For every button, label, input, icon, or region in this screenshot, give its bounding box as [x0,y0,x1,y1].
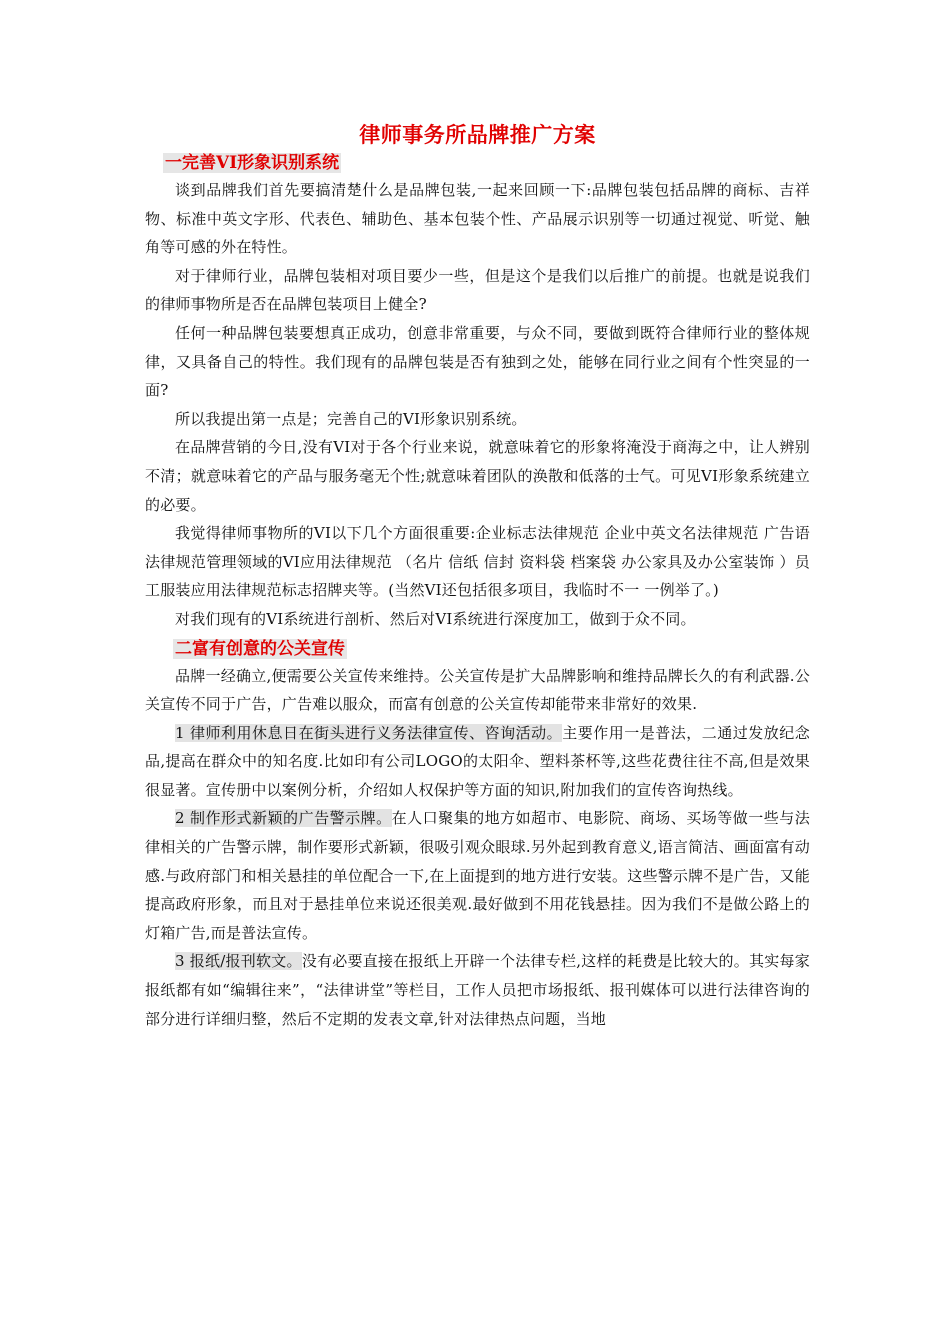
list-item-lead: 3 报纸/报刊软文。 [175,952,302,971]
section-heading-vi-text: 一完善VI形象识别系统 [165,153,340,173]
list-item [145,804,810,947]
paragraph: 对于律师行业，品牌包装相对项目要少一些，但是这个是我们以后推广的前提。也就是说我们的律师事物所是否在品牌包装项目上健全? [145,266,810,314]
section-heading-pr-text: 二富有创意的公关宣传 [175,638,345,659]
paragraph: 所以我提出第一点是；完善自己的VI形象识别系统。 [175,409,527,428]
paragraph: 品牌一经确立,便需要公关宣传来维持。公关宣传是扩大品牌影响和维持品牌长久的有利武器.公关宣传不同于广告，广告难以服众，而富有创意的公关宣传却能带来非常好的效果. [145,666,810,714]
list-item [145,719,810,805]
document-body [145,118,810,1033]
paragraph: 我觉得律师事物所的VI以下几个方面很重要:企业标志法律规范 企业中英文名法律规范 广告语法律规范管理领域的VI应用法律规范 （名片 信纸 信封 资料袋 档案袋 办公家具及办公室装饰 ）员工服装应用法律规范标志招牌夹等。(当然VI还包括很多项目，我临时不一 一例举了。) [145,524,810,600]
list-item-body: 在人口聚集的地方如超市、电影院、商场、买场等做一些与法律相关的广告警示牌，制作要形式新颖，很吸引观众眼球.另外起到教育意义,语言简洁、画面富有动感.与政府部门和相关悬挂的单位配合一下,在上面提到的地方进行安装。这些警示牌不是广告，又能提高政府形象，而且对于悬挂单位来说还很美观.最好做到不用花钱悬挂。因为我们不是做公路上的灯箱广告,而是普法宣传。 [145,809,810,942]
document-title: 律师事务所品牌推广方案 [359,122,596,147]
list-item [145,947,810,1033]
list-item-lead: 2 制作形式新颖的广告警示牌。 [175,809,392,828]
list-item-lead: 1 律师利用休息日在街头进行义务法律宣传、咨询活动。 [175,723,563,742]
list-item-body: 主要作用一是普法，二通过发放纪念品,提高在群众中的知名度.比如印有公司LOGO的太阳伞、塑料茶杯等,这些花费往往不高,但是效果很显著。宣传册中以案例分析，介绍如人权保护等方面的知识,附加我们的宣传咨询热线。 [145,723,811,799]
paragraph: 任何一种品牌包装要想真正成功，创意非常重要，与众不同，要做到既符合律师行业的整体规律，又具备自己的特性。我们现有的品牌包装是否有独到之处，能够在同行业之间有个性突显的一面? [145,323,810,400]
section-heading-pr [173,636,810,662]
section-heading-vi [163,150,810,176]
list-item-body: 没有必要直接在报纸上开辟一个法律专栏,这样的耗费是比较大的。其实每家报纸都有如“编辑往来”，“法律讲堂”等栏目，工作人员把市场报纸、报刊媒体可以进行法律咨询的部分进行详细归整，然后不定期的发表文章,针对法律热点问题，当地 [145,952,810,1028]
paragraph: 对我们现有的VI系统进行剖析、然后对VI系统进行深度加工，做到于众不同。 [175,609,696,628]
paragraph: 在品牌营销的今日,没有VI对于各个行业来说，就意味着它的形象将淹没于商海之中，让人辨别不清；就意味着它的产品与服务毫无个性;就意味着团队的涣散和低落的士气。可见VI形象系统建立的必要。 [145,438,810,514]
paragraph: 谈到品牌我们首先要搞清楚什么是品牌包装,一起来回顾一下:品牌包装包括品牌的商标、吉祥物、标准中英文字形、代表色、辅助色、基本包装个性、产品展示识别等一切通过视觉、听觉、触角等可感的外在特性。 [145,181,810,257]
